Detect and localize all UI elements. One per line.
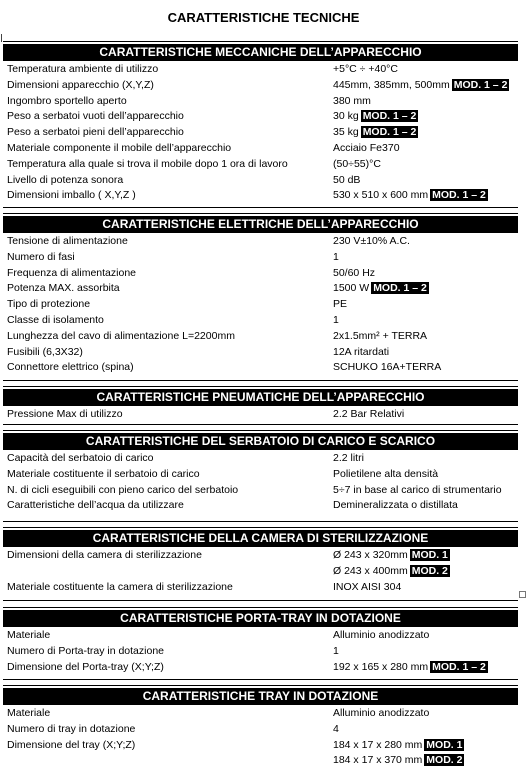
section-separator (3, 679, 518, 680)
spec-row (3, 281, 518, 297)
section-2 (3, 216, 518, 376)
spec-label: Numero di fasi (7, 250, 75, 263)
spec-label: Numero di tray in dotazione (7, 722, 136, 735)
spec-value: Ø 243 x 400mm (333, 564, 408, 577)
spec-value-cell (333, 234, 410, 250)
spec-value: Acciaio Fe370 (333, 141, 400, 154)
spec-value: 184 x 17 x 370 mm (333, 754, 423, 767)
section-1 (3, 44, 518, 204)
spec-value: Ø 243 x 320mm (333, 549, 408, 561)
spec-label: Potenza MAX. assorbita (7, 282, 120, 295)
spec-label: Materiale (7, 629, 51, 641)
spec-row (3, 580, 518, 596)
spec-label: Caratteristiche dell’acqua da utilizzare (7, 499, 184, 512)
section-separator (3, 600, 518, 601)
spec-label: Materiale componente il mobile dell’apparecchio (7, 141, 232, 154)
spec-label: Lunghezza del cavo di alimentazione L=2200mm (7, 329, 235, 342)
spec-value: Alluminio anodizzato (333, 629, 430, 641)
spec-value: INOX AISI 304 (333, 580, 402, 593)
spec-value-cell (333, 548, 450, 564)
spec-value: 35 kg (333, 126, 359, 139)
spec-value: 184 x 17 x 280 mm (333, 738, 423, 751)
spec-row (3, 234, 518, 250)
section-header: CARATTERISTICHE ELETTRICHE DELL’APPARECCHIO (3, 216, 518, 233)
spec-value-cell (333, 722, 339, 738)
spec-value-cell (333, 313, 339, 329)
spec-row (3, 313, 518, 329)
spec-value-cell (333, 109, 418, 125)
spec-value: SCHUKO 16A+TERRA (333, 361, 442, 374)
spec-value-cell (333, 498, 458, 514)
model-badge: MOD. 1 – 2 (373, 282, 427, 295)
spec-value-cell (333, 173, 360, 189)
section-4 (3, 433, 518, 514)
section-6 (3, 610, 518, 675)
spec-value: 1500 W (333, 282, 370, 295)
spec-row (3, 722, 518, 738)
spec-value: 230 V±10% A.C. (333, 235, 410, 247)
spec-value-cell (333, 660, 488, 676)
spec-value: 2.2 Bar Relativi (333, 408, 405, 420)
model-badge: MOD. 1 – 2 (432, 189, 486, 202)
spec-label: Dimensione del Porta-tray (X;Y;Z) (7, 660, 164, 673)
spec-value-cell (333, 483, 502, 499)
model-badge: MOD. 1 – 2 (362, 126, 417, 139)
model-badge: MOD. 1 – 2 (432, 660, 486, 673)
spec-label: Numero di Porta-tray in dotazione (7, 644, 164, 657)
spec-value: 50 dB (333, 173, 361, 186)
spec-value: 12A ritardati (333, 345, 390, 358)
section-header: CARATTERISTICHE PNEUMATICHE DELL’APPARECCHIO (3, 389, 518, 406)
spec-value-cell (333, 345, 389, 361)
spec-row (3, 564, 518, 580)
model-badge: MOD. 1 – 2 (362, 110, 417, 123)
text-cursor (1, 34, 2, 42)
spec-label: Materiale costituente il serbatoio di carico (7, 467, 200, 480)
section-separator (3, 207, 518, 208)
model-badge: MOD. 2 (411, 564, 448, 577)
spec-value-cell (333, 281, 429, 297)
spec-value: (50÷55)°C (333, 157, 381, 170)
spec-value-cell (333, 94, 371, 110)
spec-row (3, 467, 518, 483)
spec-label: Dimensioni della camera di sterilizzazione (7, 549, 202, 561)
section-3 (3, 389, 518, 423)
spec-value: 1 (333, 644, 339, 657)
spec-label: Pressione Max di utilizzo (7, 408, 123, 420)
spec-value: Alluminio anodizzato (333, 707, 430, 719)
spec-value: 4 (333, 722, 339, 735)
section-separator (3, 380, 518, 381)
spec-row (3, 94, 518, 110)
spec-row (3, 78, 518, 94)
spec-value-cell (333, 644, 339, 660)
spec-label: Materiale (7, 707, 51, 719)
section-header: CARATTERISTICHE DELLA CAMERA DI STERILIZZAZIONE (3, 530, 518, 547)
model-badge: MOD. 1 (411, 549, 448, 561)
spec-label: Dimensioni apparecchio (X,Y,Z) (7, 78, 154, 91)
spec-label: Temperatura ambiente di utilizzo (7, 63, 159, 75)
spec-value-cell (333, 628, 429, 644)
model-badge: MOD. 1 – 2 (453, 78, 508, 91)
spec-row (3, 360, 518, 376)
spec-row (3, 109, 518, 125)
spec-value: 50/60 Hz (333, 266, 376, 279)
spec-value-cell (333, 564, 450, 580)
spec-row (3, 141, 518, 157)
spec-label: Capacità del serbatoio di carico (7, 452, 154, 464)
spec-value: 30 kg (333, 110, 359, 123)
spec-value-cell (333, 407, 404, 423)
spec-row (3, 660, 518, 676)
spec-row (3, 498, 518, 514)
spec-row (3, 345, 518, 361)
spec-row (3, 173, 518, 189)
spec-row (3, 628, 518, 644)
spec-value-cell (333, 188, 488, 204)
spec-value: 2.2 litri (333, 452, 364, 464)
spec-value-cell (333, 467, 438, 483)
model-badge: MOD. 2 (426, 754, 463, 767)
spec-value-cell (333, 297, 347, 313)
spec-row (3, 706, 518, 722)
spec-label: Livello di potenza sonora (7, 173, 124, 186)
spec-value: 5÷7 in base al carico di strumentario (333, 483, 502, 496)
spec-value: 530 x 510 x 600 mm (333, 189, 429, 202)
spec-value: 1 (333, 250, 339, 263)
spec-row (3, 483, 518, 499)
spec-label: Ingombro sportello aperto (7, 94, 127, 107)
spec-value-cell (333, 580, 401, 596)
spec-value: 1 (333, 313, 339, 326)
spec-label: Materiale costituente la camera di sterilizzazione (7, 580, 233, 593)
section-separator (3, 424, 518, 425)
spec-label: Frequenza di alimentazione (7, 266, 136, 279)
spec-row (3, 125, 518, 141)
spec-row (3, 329, 518, 345)
spec-label: Tensione di alimentazione (7, 235, 128, 247)
spec-label: Temperatura alla quale si trova il mobile dopo 1 ora di lavoro (7, 157, 288, 170)
spec-value-cell (333, 78, 509, 94)
spec-row (3, 644, 518, 660)
spec-value-cell (333, 62, 398, 78)
spec-label: Dimensioni imballo ( X,Y,Z ) (7, 189, 136, 202)
page-title: CARATTERISTICHE TECNICHE (167, 10, 360, 25)
spec-row (3, 62, 518, 78)
spec-value: +5°C ÷ +40°C (333, 63, 398, 75)
spec-value-cell (333, 738, 464, 754)
table-handle-icon[interactable] (519, 591, 526, 598)
spec-row (3, 753, 518, 769)
section-separator (3, 521, 518, 522)
spec-label: Dimensione del tray (X;Y;Z) (7, 738, 136, 751)
spec-row (3, 266, 518, 282)
spec-label: Peso a serbatoi vuoti dell’apparecchio (7, 110, 184, 123)
spec-value: Polietilene alta densità (333, 467, 439, 480)
spec-row (3, 548, 518, 564)
spec-row (3, 451, 518, 467)
spec-row (3, 250, 518, 266)
spec-row (3, 188, 518, 204)
section-header: CARATTERISTICHE DEL SERBATOIO DI CARICO E SCARICO (3, 433, 518, 450)
spec-value-cell (333, 125, 418, 141)
spec-label: Tipo di protezione (7, 298, 91, 311)
spec-value-cell (333, 753, 464, 769)
spec-label: N. di cicli eseguibili con pieno carico del serbatoio (7, 483, 239, 496)
spec-value-cell (333, 266, 375, 282)
spec-row (3, 157, 518, 173)
spec-row (3, 407, 518, 423)
section-header: CARATTERISTICHE TRAY IN DOTAZIONE (3, 688, 518, 705)
spec-value: 380 mm (333, 94, 371, 107)
spec-value-cell (333, 157, 381, 173)
spec-row (3, 297, 518, 313)
spec-value-cell (333, 250, 339, 266)
spec-label: Connettore elettrico (spina) (7, 361, 134, 374)
spec-label: Fusibili (6,3X32) (7, 345, 83, 358)
model-badge: MOD. 1 (426, 738, 463, 751)
section-header: CARATTERISTICHE MECCANICHE DELL’APPARECCHIO (3, 44, 518, 61)
section-header: CARATTERISTICHE PORTA-TRAY IN DOTAZIONE (3, 610, 518, 627)
spec-value: 445mm, 385mm, 500mm (333, 78, 450, 91)
spec-value-cell (333, 329, 427, 345)
spec-value-cell (333, 360, 441, 376)
spec-value: 2x1.5mm² + TERRA (333, 329, 428, 342)
section-7 (3, 688, 518, 769)
spec-label: Peso a serbatoi pieni dell’apparecchio (7, 126, 184, 139)
section-5 (3, 530, 518, 595)
spec-value: 192 x 165 x 280 mm (333, 660, 429, 673)
spec-label: Classe di isolamento (7, 313, 104, 326)
spec-value-cell (333, 706, 429, 722)
spec-value-cell (333, 141, 400, 157)
spec-value-cell (333, 451, 364, 467)
spec-value: PE (333, 298, 348, 311)
spec-row (3, 738, 518, 754)
spec-value: Demineralizzata o distillata (333, 499, 458, 512)
